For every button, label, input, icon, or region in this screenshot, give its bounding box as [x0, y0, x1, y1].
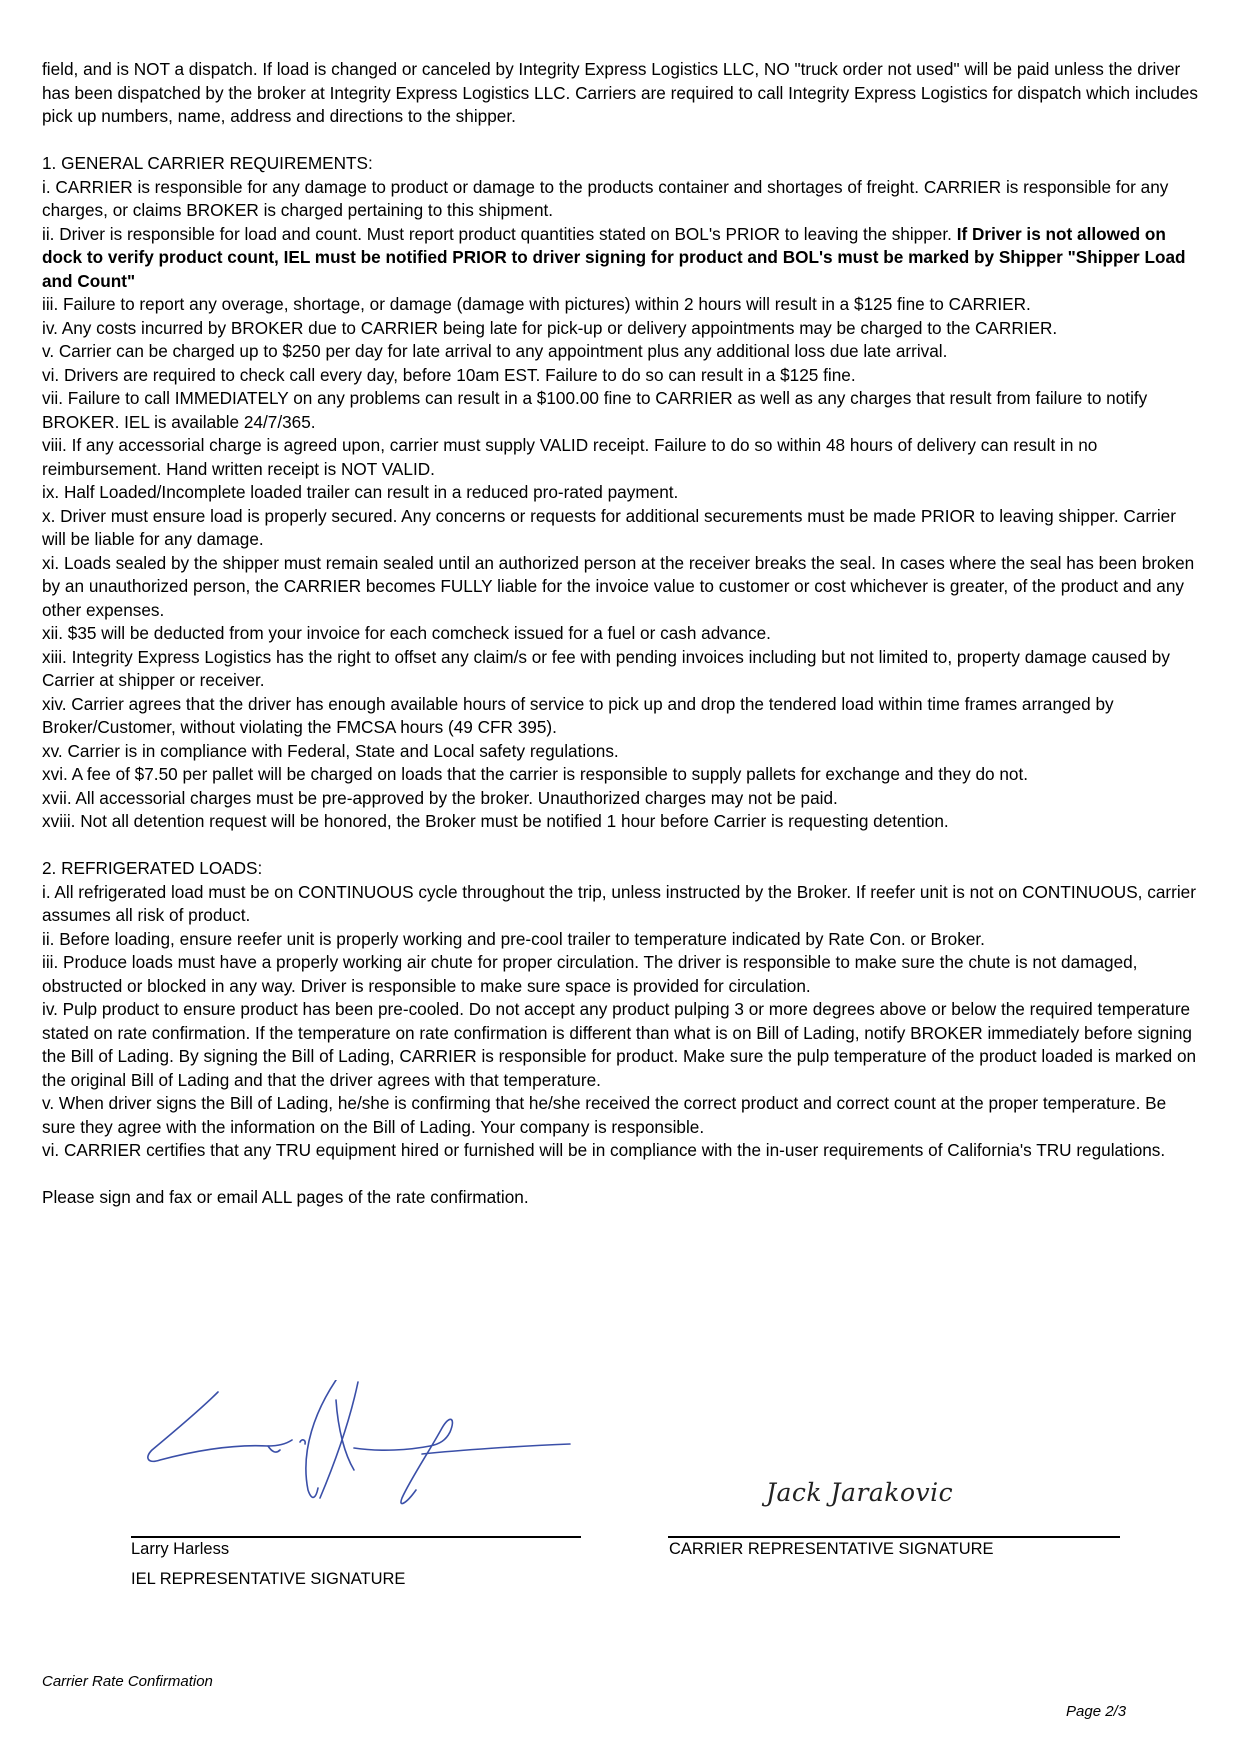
intro-paragraph: field, and is NOT a dispatch. If load is changed or canceled by Integrity Express Logistics LLC, NO "truck order not used" will be paid unless the driver has been dispatched by the broker at Integrity Express Logistics LLC. Carriers are required to call Integrity Express Logistics for dispatch which includes pick up numbers, name, address and directions to the shipper.	[42, 59, 1198, 126]
iel-signature-label: IEL REPRESENTATIVE SIGNATURE	[131, 1570, 406, 1588]
section-1-item-xiii: xiii. Integrity Express Logistics has the right to offset any claim/s or fee with pending invoices including but not limited to, property damage caused by Carrier at shipper or receiver.	[42, 646, 1170, 690]
section-1-item-vii: vii. Failure to call IMMEDIATELY on any problems can result in a $100.00 fine to CARRIER as well as any charges that result from failure to notify BROKER. IEL is available 24/7/365.	[42, 388, 1148, 432]
carrier-signature-label: CARRIER REPRESENTATIVE SIGNATURE	[669, 1540, 994, 1558]
section-1-item-ii-bold: If Driver is not allowed on dock to verify product count, IEL must be notified PRIOR to driver signing for product and BOL's must be marked by Shipper "Shipper Load and Count"	[42, 223, 1186, 291]
closing-instruction: Please sign and fax or email ALL pages of the rate confirmation.	[42, 1187, 529, 1207]
iel-handwritten-signature	[140, 1380, 580, 1520]
section-1-item-v: v. Carrier can be charged up to $250 per day for late arrival to any appointment plus any additional loss due late arrival.	[42, 341, 948, 361]
section-1-item-vi: vi. Drivers are required to check call every day, before 10am EST. Failure to do so can result in a $125 fine.	[42, 364, 856, 385]
section-2-item-i: i. All refrigerated load must be on CONTINUOUS cycle throughout the trip, unless instructed by the Broker. If reefer unit is not on CONTINUOUS, carrier assumes all risk of product.	[42, 881, 1196, 925]
section-1-item-ii-text: ii. Driver is responsible for load and count. Must report product quantities stated on BOL's PRIOR to leaving the shipper.	[42, 223, 957, 244]
section-1-item-iv: iv. Any costs incurred by BROKER due to CARRIER being late for pick-up or delivery appointments may be charged to the CARRIER.	[42, 317, 1058, 338]
section-2-item-vi: vi. CARRIER certifies that any TRU equipment hired or furnished will be in compliance with the in-user requirements of California's TRU regulations.	[42, 1140, 1166, 1160]
footer-document-title: Carrier Rate Confirmation	[42, 1673, 213, 1690]
section-2-item-iii: iii. Produce loads must have a properly working air chute for proper circulation. The driver is responsible to make sure the chute is not damaged, obstructed or blocked in any way. Driver is responsible to make sure space is provided for circulation.	[42, 952, 1138, 996]
section-1-item-xi: xi. Loads sealed by the shipper must remain sealed until an authorized person at the receiver breaks the seal. In cases where the seal has been broken by an unauthorized person, the CARRIER becomes FULLY liable for the invoice value to customer or cost whichever is greater, of the product and any other expenses.	[42, 552, 1195, 620]
section-1-item-ix: ix. Half Loaded/Incomplete loaded trailer can result in a reduced pro-rated payment.	[42, 482, 679, 502]
footer-page-number: Page 2/3	[1066, 1703, 1127, 1720]
section-1-item-xii: xii. $35 will be deducted from your invoice for each comcheck issued for a fuel or cash advance.	[42, 623, 771, 643]
iel-representative-name: Larry Harless	[131, 1540, 230, 1558]
section-2-item-iv: iv. Pulp product to ensure product has been pre-cooled. Do not accept any product pulping 3 or more degrees above or below the required temperature stated on rate confirmation. If the temperature on rate confirmation is different than what is on Bill of Lading, notify BROKER immediately before signing the Bill of Lading. By signing the Bill of Lading, CARRIER is responsible for product. Make sure the pulp temperature of the product loaded is marked on the original Bill of Lading and that the driver agrees with that temperature.	[42, 999, 1197, 1090]
section-1-heading: 1. GENERAL CARRIER REQUIREMENTS:	[42, 153, 373, 173]
section-1-item-xiv: xiv. Carrier agrees that the driver has enough available hours of service to pick up and drop the tendered load within time frames arranged by Broker/Customer, without violating the FMCSA hours (49 CFR 395).	[42, 693, 1114, 737]
section-1-item-xv: xv. Carrier is in compliance with Federal, State and Local safety regulations.	[42, 740, 619, 761]
carrier-typed-signature: Jack Jarakovic	[766, 1478, 954, 1507]
section-1-item-xvi: xvi. A fee of $7.50 per pallet will be charged on loads that the carrier is responsible to supply pallets for exchange and they do not.	[42, 764, 1029, 784]
section-1-item-xvii: xvii. All accessorial charges must be pre-approved by the broker. Unauthorized charges may not be paid.	[42, 787, 838, 808]
section-2-item-v: v. When driver signs the Bill of Lading, he/she is confirming that he/she received the correct product and correct count at the proper temperature. Be sure they agree with the information on the Bill of Lading. Your company is responsible.	[42, 1093, 1167, 1137]
section-1-item-ii	[42, 223, 1202, 294]
section-1-item-xviii: xviii. Not all detention request will be honored, the Broker must be notified 1 hour before Carrier is requesting detention.	[42, 811, 949, 831]
section-1-item-viii: viii. If any accessorial charge is agreed upon, carrier must supply VALID receipt. Failure to do so within 48 hours of delivery can result in no reimbursement. Hand written receipt is NOT VALID.	[42, 435, 1098, 479]
section-1-item-x: x. Driver must ensure load is properly secured. Any concerns or requests for additional securements must be made PRIOR to leaving shipper. Carrier will be liable for any damage.	[42, 505, 1176, 549]
iel-signature-line	[131, 1536, 581, 1538]
section-2-item-ii: ii. Before loading, ensure reefer unit is properly working and pre-cool trailer to temperature indicated by Rate Con. or Broker.	[42, 928, 985, 949]
section-1-item-i: i. CARRIER is responsible for any damage to product or damage to the products container and shortages of freight. CARRIER is responsible for any charges, or claims BROKER is charged pertaining to this shipment.	[42, 176, 1169, 220]
carrier-signature-line	[668, 1536, 1120, 1538]
section-1-item-iii: iii. Failure to report any overage, shortage, or damage (damage with pictures) within 2 hours will result in a $125 fine to CARRIER.	[42, 294, 1031, 314]
section-2-heading: 2. REFRIGERATED LOADS:	[42, 858, 263, 878]
rate-confirmation-terms	[42, 58, 1202, 1210]
